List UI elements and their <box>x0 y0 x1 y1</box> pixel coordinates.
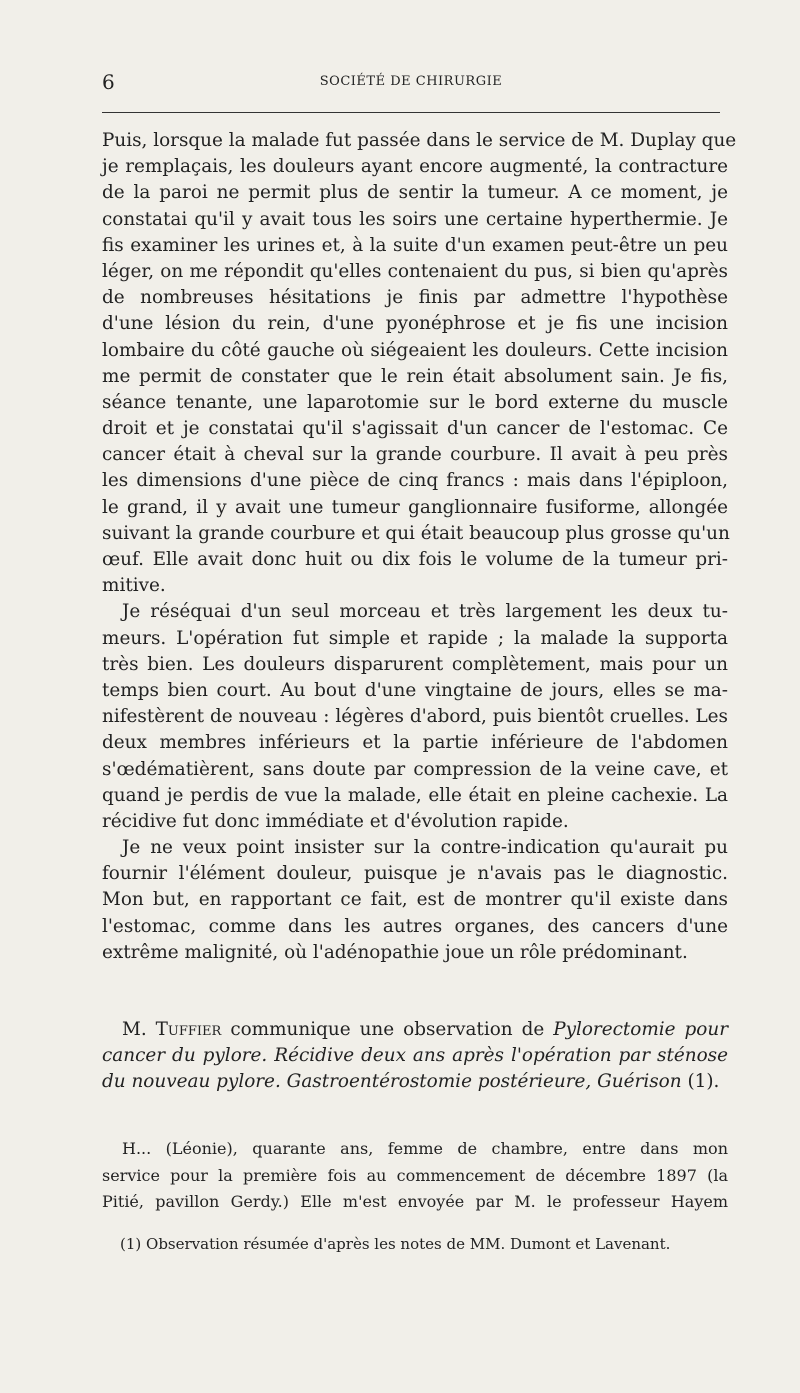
paragraph-3 <box>102 835 728 966</box>
text-line: de la paroi ne permit plus de sentir la tumeur. A ce moment, je <box>102 182 728 204</box>
text-line: temps bien court. Au bout d'une vingtaine de jours, elles se ma- <box>102 679 728 701</box>
text-line: Je réséquai d'un seul morceau et très largement les deux tu- <box>122 601 728 623</box>
text-line: le grand, il y avait une tumeur ganglionnaire fusiforme, allongée <box>102 496 728 518</box>
page-number: 6 <box>102 70 115 94</box>
text-line: quand je perdis de vue la malade, elle était en pleine cachexie. La <box>102 784 728 806</box>
text-line: Pitié, pavillon Gerdy.) Elle m'est envoyée par M. le professeur Hayem <box>102 1192 728 1211</box>
running-title: SOCIÉTÉ DE CHIRURGIE <box>319 74 503 89</box>
paragraph-2 <box>102 599 728 835</box>
footnote: (1) Observation résumée d'après les notes de MM. Dumont et Lavenant. <box>120 1235 671 1253</box>
observation-paragraph <box>102 1136 728 1216</box>
text-line: séance tenante, une laparotomie sur le bord externe du muscle <box>102 391 728 413</box>
text-line: constatai qu'il y avait tous les soirs une certaine hyperthermie. Je <box>102 208 728 230</box>
text-line: récidive fut donc immédiate et d'évolution rapide. <box>102 810 569 832</box>
communication-title-line: cancer du pylore. Récidive deux ans après l'opération par sténose <box>102 1045 728 1067</box>
text-line: nifestèrent de nouveau : légères d'abord, puis bientôt cruelles. Les <box>102 706 728 728</box>
text-line: les dimensions d'une pièce de cinq francs : mais dans l'épiploon, <box>102 470 728 492</box>
text-line: Mon but, en rapportant ce fait, est de montrer qu'il existe dans <box>102 889 728 911</box>
speaker-prefix: M. <box>122 1019 147 1040</box>
text-line <box>102 1069 728 1095</box>
text-line: de nombreuses hésitations je finis par admettre l'hypothèse <box>102 287 728 309</box>
text-line: droit et je constatai qu'il s'agissait d'un cancer de l'estomac. Ce <box>102 418 728 440</box>
communication-title-end: du nouveau pylore. Gastroentérostomie postérieure, Guérison <box>102 1071 682 1093</box>
text-line: H... (Léonie), quarante ans, femme de chambre, entre dans mon <box>122 1139 728 1158</box>
page-header <box>102 70 720 96</box>
text-line <box>102 1017 728 1043</box>
text-line: Je ne veux point insister sur la contre-indication qu'aurait pu <box>122 837 728 859</box>
communication-verb: communique une observation de <box>230 1019 545 1040</box>
text-line: œuf. Elle avait donc huit ou dix fois le volume de la tumeur pri- <box>102 549 728 570</box>
text-line: service pour la première fois au commencement de décembre 1897 (la <box>102 1165 728 1185</box>
header-rule <box>102 112 720 113</box>
text-line: s'œdématièrent, sans doute par compression de la veine cave, et <box>102 758 728 780</box>
text-line: deux membres inférieurs et la partie inférieure de l'abdomen <box>102 732 728 754</box>
text-line: je remplaçais, les douleurs ayant encore augmenté, la contracture <box>102 156 728 178</box>
paragraph-1 <box>102 128 737 599</box>
text-line: meurs. L'opération fut simple et rapide ; la malade la supporta <box>102 627 728 649</box>
text-line: fis examiner les urines et, à la suite d'un examen peut-être un peu <box>102 234 728 256</box>
text-line: fournir l'élément douleur, puisque je n'avais pas le diagnostic. <box>102 863 728 885</box>
text-line: mitive. <box>102 575 166 597</box>
communication-title-start: Pylorectomie pour <box>553 1019 728 1040</box>
text-line: suivant la grande courbure et qui était beaucoup plus grosse qu'un <box>102 522 730 544</box>
text-line: léger, on me répondit qu'elles contenaient du pus, si bien qu'après <box>102 260 728 282</box>
text-line: lombaire du côté gauche où siégeaient les douleurs. Cette incision <box>102 339 728 361</box>
text-line: cancer était à cheval sur la grande courbure. Il avait à peu près <box>102 444 728 466</box>
speaker-name: Tuffier <box>155 1019 222 1040</box>
text-line: me permit de constater que le rein était absolument sain. Je fis, <box>102 365 728 387</box>
text-line: Puis, lorsque la malade fut passée dans le service de M. Duplay que <box>102 130 737 151</box>
text-line: d'une lésion du rein, d'une pyonéphrose et je fis une incision <box>102 313 728 335</box>
text-line: l'estomac, comme dans les autres organes, des cancers d'une <box>102 915 728 937</box>
text-line: très bien. Les douleurs disparurent complètement, mais pour un <box>102 653 728 675</box>
footnote-ref: (1). <box>687 1071 720 1093</box>
text-line: extrême malignité, où l'adénopathie joue un rôle prédominant. <box>102 941 688 963</box>
body-text <box>102 128 737 966</box>
communication-paragraph <box>102 1017 728 1096</box>
